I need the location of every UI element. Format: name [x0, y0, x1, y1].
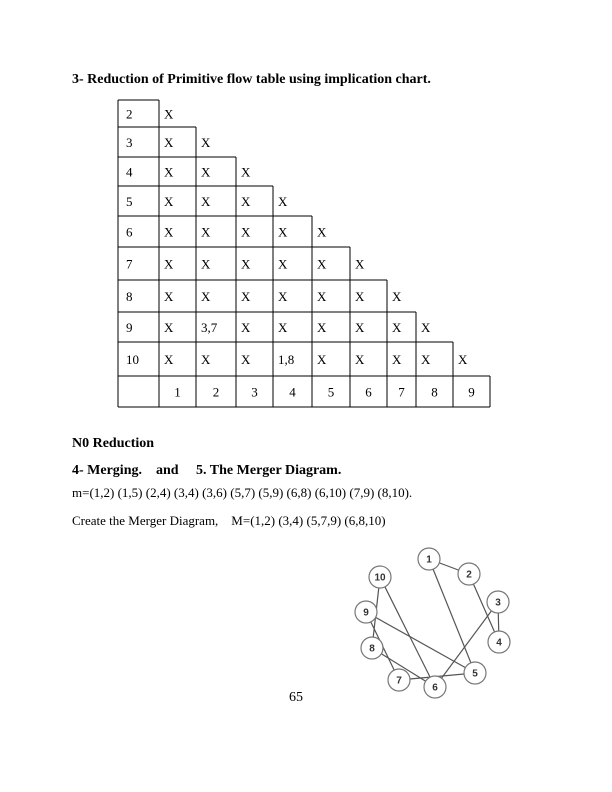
implication-cell: X	[241, 194, 251, 209]
row-label: 2	[126, 106, 133, 122]
implication-cell: X	[201, 164, 211, 180]
merger-node-label: 6	[432, 682, 438, 694]
merger-node-label: 10	[374, 572, 386, 584]
implication-cell: X	[355, 256, 365, 272]
section-3-heading: 3- Reduction of Primitive flow table using implication chart.	[72, 72, 431, 87]
implication-cell: X	[317, 256, 327, 272]
implication-cell: X	[164, 106, 174, 122]
implication-cell: X	[201, 256, 211, 272]
column-label: 4	[289, 384, 296, 400]
compatible-pairs-line: m=(1,2) (1,5) (2,4) (3,4) (3,6) (5,7) (5,9) (6,8) (6,10) (7,9) (8,10).	[72, 485, 413, 500]
merger-node-label: 5	[472, 668, 478, 680]
row-label: 10	[126, 352, 139, 367]
row-label: 7	[126, 256, 133, 272]
implication-cell: X	[278, 256, 288, 272]
no-reduction-label: N0 Reduction	[72, 436, 155, 451]
column-label: 7	[398, 384, 405, 400]
implication-cell: X	[164, 164, 174, 180]
row-label: 5	[126, 194, 133, 209]
merger-node-label: 4	[496, 637, 502, 649]
implication-cell: X	[278, 320, 288, 335]
implication-cell: X	[278, 289, 288, 304]
implication-cell: X	[421, 352, 431, 367]
merger-node-label: 3	[495, 597, 501, 609]
row-label: 8	[126, 289, 133, 304]
implication-cell: X	[201, 352, 211, 367]
merger-node-label: 7	[396, 675, 402, 687]
implication-cell: X	[164, 135, 174, 150]
column-label: 5	[327, 384, 335, 400]
column-label: 1	[174, 384, 181, 400]
merger-node-label: 8	[369, 643, 375, 655]
implication-cell: X	[317, 320, 327, 335]
merger-node-label: 2	[466, 569, 472, 581]
implication-cell: X	[201, 224, 211, 240]
implication-cell: X	[278, 224, 288, 240]
row-label: 3	[126, 135, 133, 150]
implication-cell: X	[278, 194, 288, 209]
column-label: 2	[212, 384, 220, 400]
implication-cell: X	[164, 352, 174, 367]
implication-cell: 3,7	[201, 320, 218, 335]
implication-chart	[118, 100, 490, 407]
implication-cell: X	[241, 352, 251, 367]
row-label: 9	[126, 320, 133, 335]
row-label: 4	[126, 164, 133, 180]
implication-cell: X	[458, 352, 468, 367]
implication-cell: X	[355, 289, 365, 304]
implication-cell: X	[164, 224, 174, 240]
implication-cell: 1,8	[278, 352, 295, 367]
merger-diagram	[355, 548, 510, 698]
merger-edge	[366, 612, 475, 673]
implication-cell: X	[164, 289, 174, 304]
implication-cell: X	[355, 320, 365, 335]
implication-cell: X	[392, 289, 402, 304]
implication-cell: X	[317, 224, 327, 240]
implication-cell: X	[241, 320, 251, 335]
implication-cell: X	[164, 320, 174, 335]
merger-result-line: Create the Merger Diagram, M=(1,2) (3,4) (5,7,9) (6,8,10)	[72, 513, 386, 528]
implication-cell: X	[241, 256, 251, 272]
implication-cell: X	[201, 194, 211, 209]
column-label: 8	[431, 384, 438, 400]
implication-cell: X	[392, 320, 402, 335]
page-number: 65	[289, 690, 303, 705]
implication-cell: X	[164, 256, 174, 272]
row-label: 6	[126, 224, 133, 240]
implication-cell: X	[241, 289, 251, 304]
implication-cell: X	[421, 320, 431, 335]
implication-cell: X	[392, 352, 402, 367]
implication-cell: X	[241, 224, 251, 240]
implication-cell: X	[201, 289, 211, 304]
implication-cell: X	[164, 194, 174, 209]
implication-cell: X	[355, 352, 365, 367]
merger-node-label: 1	[426, 554, 432, 566]
implication-cell: X	[241, 164, 251, 180]
column-label: 6	[365, 384, 372, 400]
implication-cell: X	[201, 135, 211, 150]
merger-node-label: 9	[363, 607, 369, 619]
column-label: 3	[251, 384, 258, 400]
implication-cell: X	[317, 352, 327, 367]
implication-cell: X	[317, 289, 327, 304]
merging-heading: 4- Merging. and 5. The Merger Diagram.	[72, 463, 342, 478]
column-label: 9	[468, 384, 475, 400]
